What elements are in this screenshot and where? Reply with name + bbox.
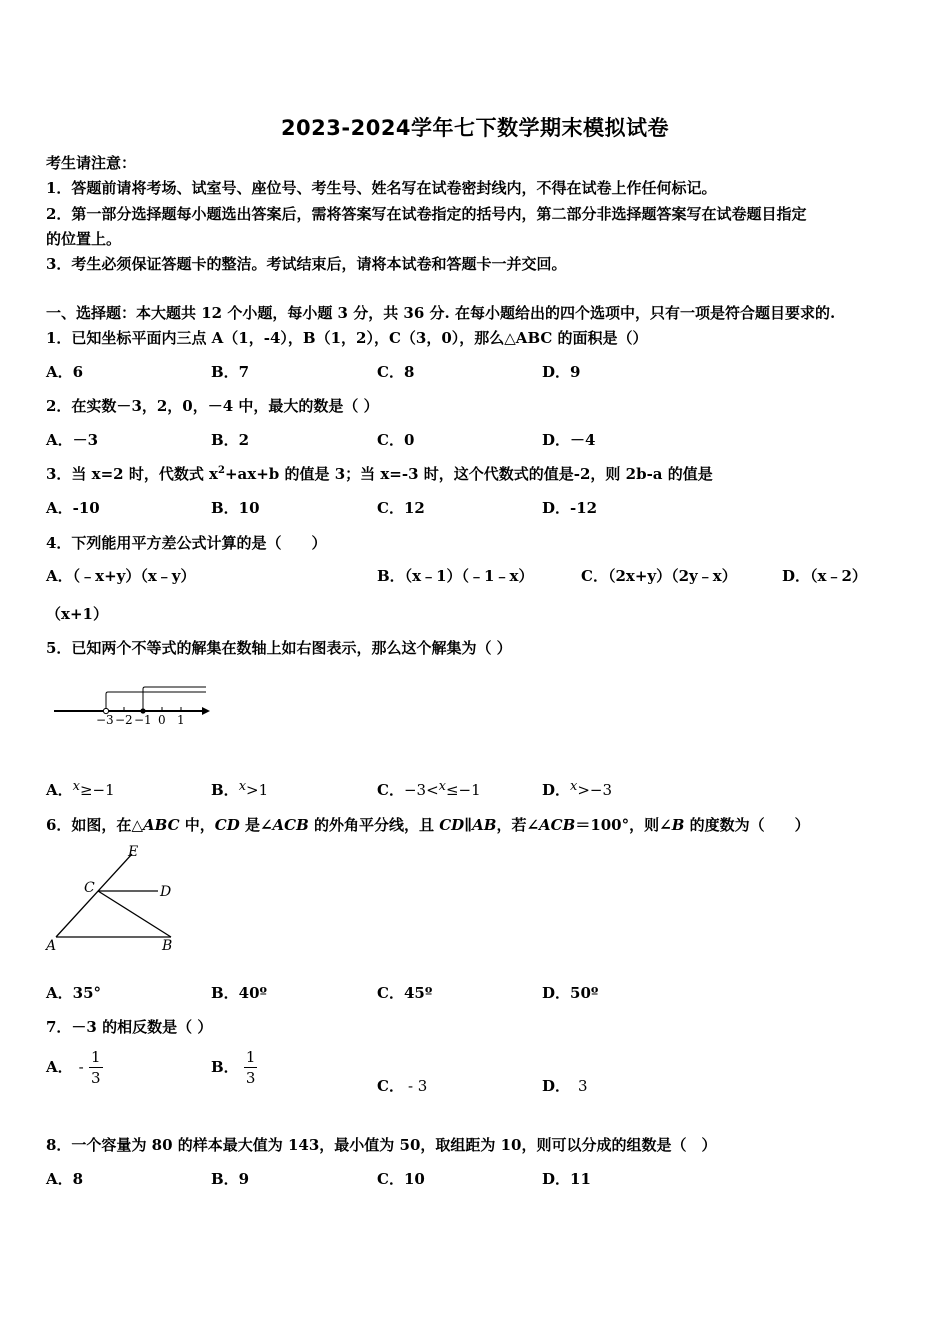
q3-stem [46,463,713,484]
label-d: D [160,884,172,900]
option-pre: −3< [403,781,439,799]
option-rest: ≥−1 [79,781,115,799]
math-variable: x [570,779,578,794]
solution-bracket-2 [143,687,206,709]
option-label: D． [542,1077,571,1095]
number-line-figure [50,680,215,730]
option-rest: ≤−1 [445,781,481,799]
math-variable: x [438,779,446,794]
q3-superscript: 2 [218,465,225,476]
label-e: E [128,844,139,860]
notice-item-2-cont: 的位置上。 [46,230,122,248]
q4-option-d: D．（x﹣2） [782,567,867,585]
option-label: A． [46,781,73,799]
option-label: B． [211,781,239,799]
q1-option-c: C．8 [377,363,415,381]
option-label: C． [377,781,404,799]
option-value: 3 [578,1077,588,1095]
math-variable: x [72,779,80,794]
stem-part: 是∠ [239,816,273,834]
stem-part: ＝100°，则∠ [575,816,672,834]
notice-item-3: 3．考生必须保证答题卡的整洁。考试结束后，请将本试卷和答题卡一并交回。 [46,255,567,273]
stem-part: 中， [179,816,215,834]
numerator: 1 [245,1048,256,1066]
option-label: D． [542,781,571,799]
label-b: B [162,938,173,954]
q2-stem: 2．在实数－3，2，0，－4 中，最大的数是（ ） [46,397,379,415]
q4-option-b: B．（x﹣1）（﹣1﹣x） [377,567,534,585]
q3-stem-pre: 3．当 x=2 时，代数式 x [46,465,218,483]
q8-option-b: B．9 [211,1170,250,1188]
math-name: ACB [539,816,576,834]
q3-option-a: A．-10 [46,499,100,517]
q3-option-c: C．12 [377,499,425,517]
q5-stem: 5．已知两个不等式的解集在数轴上如右图表示，那么这个解集为（ ） [46,639,512,657]
q8-stem: 8．一个容量为 80 的样本最大值为 143，最小值为 50，取组距为 10，则可以分成的组数是（ ） [46,1136,717,1154]
q4-option-a: A．（﹣x+y）（x﹣y） [46,567,196,585]
axis-label: −1 [134,713,152,727]
math-name: CD [214,816,240,834]
q8-option-d: D．11 [542,1170,591,1188]
q8-option-c: C．10 [377,1170,425,1188]
q7-option-b [211,1050,257,1086]
stem-part: 6．如图，在△ [46,816,143,834]
numerator: 1 [90,1048,101,1066]
q2-option-b: B．2 [211,431,250,449]
q1-stem: 1．已知坐标平面内三点 A（1，-4），B（1，2），C（3，0），那么△ABC 的面积是（） [46,329,648,347]
fraction [244,1050,258,1086]
q6-option-a: A．35° [46,984,102,1002]
q7-option-d [542,1075,588,1096]
axis-label: −2 [115,713,133,727]
math-name: ABC [142,816,180,834]
q4-stem: 4．下列能用平方差公式计算的是（ ） [46,534,327,552]
label-a: A [46,938,57,954]
minus-sign: - [78,1058,84,1076]
q5-option-b [211,779,268,800]
q3-stem-post: +ax+b 的值是 3；当 x=-3 时，这个代数式的值是-2，则 2b-a 的值是 [224,465,713,483]
stem-part: 的外角平分线，且 [308,816,440,834]
q4-option-c: C．（2x+y）（2y﹣x） [581,567,737,585]
denominator: 3 [90,1069,101,1087]
label-c: C [84,880,95,896]
section-heading: 一、选择题：本大题共 12 个小题，每小题 3 分，共 36 分. 在每小题给出的四个选项中，只有一项是符合题目要求的. [46,304,836,322]
axis-label: −3 [96,713,114,727]
option-label: C． [377,1077,404,1095]
q2-option-c: C．0 [377,431,415,449]
q5-option-d [542,779,612,800]
q5-option-a [46,779,115,800]
axis-label: 1 [177,713,185,727]
math-name: ACB [272,816,309,834]
solution-bracket-1 [106,692,206,709]
stem-part: 的度数为（ ） [684,816,810,834]
q6-option-d: D．50º [542,984,599,1002]
stem-part: ，若∠ [496,816,540,834]
triangle-figure [44,842,194,957]
parallel-symbol: ∥ [464,816,473,834]
q7-stem: 7．－3 的相反数是（ ） [46,1018,213,1036]
math-name: B [671,816,685,834]
q1-option-d: D．9 [542,363,581,381]
option-label: B． [211,1058,239,1076]
option-rest: >−3 [577,781,613,799]
option-label: A． [46,1058,73,1076]
q4-option-d-cont: （x+1） [46,605,108,623]
q7-option-a [46,1050,103,1086]
q1-option-a: A．6 [46,363,84,381]
q6-option-b: B．40º [211,984,268,1002]
q6-option-c: C．45º [377,984,433,1002]
math-variable: x [238,779,247,794]
number-line-arrow [202,707,210,715]
q3-option-b: B．10 [211,499,260,517]
math-name: CD [439,816,465,834]
option-value: - 3 [407,1077,428,1095]
q2-option-d: D．－4 [542,431,596,449]
q1-option-b: B．7 [211,363,250,381]
q2-option-a: A．－3 [46,431,99,449]
math-name: AB [472,816,497,834]
page-title: 2023-2024学年七下数学期末模拟试卷 [280,116,670,140]
notice-heading: 考生请注意： [46,154,137,172]
denominator: 3 [245,1069,256,1087]
option-rest: >1 [246,781,269,799]
q3-option-d: D．-12 [542,499,598,517]
notice-item-2: 2．第一部分选择题每小题选出答案后，需将答案写在试卷指定的括号内，第二部分非选择题答案写在试卷题目指定 [46,205,807,223]
fraction [89,1050,103,1086]
q7-option-c [377,1075,427,1096]
notice-item-1: 1．答题前请将考场、试室号、座位号、考生号、姓名写在试卷密封线内，不得在试卷上作任何标记。 [46,179,717,197]
q8-option-a: A．8 [46,1170,84,1188]
q5-option-c [377,779,481,800]
axis-label: 0 [158,713,166,727]
q6-stem [46,814,810,835]
